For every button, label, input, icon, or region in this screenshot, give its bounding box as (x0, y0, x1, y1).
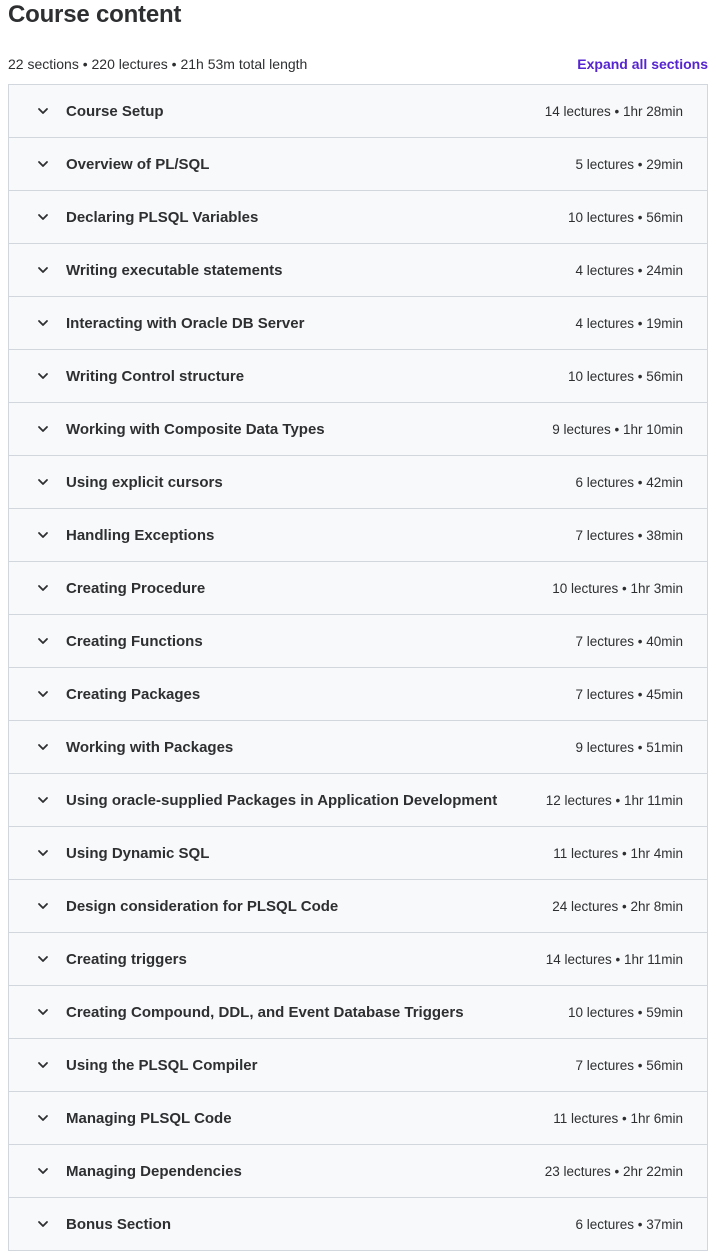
section-meta: 14 lectures • 1hr 11min (545, 951, 683, 967)
chevron-down-icon (35, 262, 51, 278)
section-title: Creating triggers (66, 950, 187, 968)
section-meta: 11 lectures • 1hr 6min (553, 1110, 683, 1126)
chevron-down-icon (35, 1163, 51, 1179)
chevron-down-icon (35, 1057, 51, 1073)
chevron-down-icon (35, 898, 51, 914)
chevron-down-icon (35, 209, 51, 225)
section-meta: 10 lectures • 59min (567, 1004, 683, 1020)
chevron-down-icon (35, 527, 51, 543)
section-row[interactable] (9, 1198, 707, 1251)
chevron-down-icon (35, 368, 51, 384)
section-title: Creating Procedure (66, 579, 206, 597)
section-row[interactable] (9, 1039, 707, 1092)
section-meta: 11 lectures • 1hr 4min (553, 845, 683, 861)
section-meta: 10 lectures • 1hr 3min (552, 580, 683, 596)
section-row[interactable] (9, 615, 707, 668)
chevron-down-icon (35, 421, 51, 437)
section-title: Using explicit cursors (66, 473, 223, 491)
section-meta: 7 lectures • 56min (575, 1057, 683, 1073)
chevron-down-icon (35, 1216, 51, 1232)
chevron-down-icon (35, 686, 51, 702)
chevron-down-icon (35, 315, 51, 331)
section-title: Writing Control structure (66, 367, 245, 385)
section-title: Interacting with Oracle DB Server (66, 314, 305, 332)
section-title: Course Setup (66, 102, 164, 120)
chevron-down-icon (35, 1004, 51, 1020)
section-title: Managing PLSQL Code (66, 1109, 232, 1127)
section-row[interactable] (9, 880, 707, 933)
section-title: Overview of PL/SQL (66, 155, 210, 173)
chevron-down-icon (35, 474, 51, 490)
chevron-down-icon (35, 156, 51, 172)
chevron-down-icon (35, 103, 51, 119)
section-meta: 9 lectures • 51min (575, 739, 683, 755)
section-row[interactable] (9, 1145, 707, 1198)
section-title: Writing executable statements (66, 261, 283, 279)
section-title: Using Dynamic SQL (66, 844, 210, 862)
section-title: Handling Exceptions (66, 526, 215, 544)
section-row[interactable] (9, 350, 707, 403)
course-summary: 22 sections • 220 lectures • 21h 53m total length (8, 56, 308, 72)
section-title: Using the PLSQL Compiler (66, 1056, 258, 1074)
section-meta: 7 lectures • 45min (575, 686, 683, 702)
section-meta: 14 lectures • 1hr 28min (544, 103, 683, 119)
section-meta: 7 lectures • 40min (575, 633, 683, 649)
section-meta: 9 lectures • 1hr 10min (552, 421, 683, 437)
section-title: Creating Functions (66, 632, 203, 650)
section-title: Declaring PLSQL Variables (66, 208, 259, 226)
section-meta: 12 lectures • 1hr 11min (545, 792, 683, 808)
section-meta: 23 lectures • 2hr 22min (544, 1163, 683, 1179)
section-meta: 10 lectures • 56min (567, 368, 683, 384)
section-meta: 7 lectures • 38min (575, 527, 683, 543)
section-title: Creating Compound, DDL, and Event Database Triggers (66, 1003, 464, 1021)
section-row[interactable] (9, 986, 707, 1039)
section-row[interactable] (9, 562, 707, 615)
section-title: Managing Dependencies (66, 1162, 242, 1180)
chevron-down-icon (35, 951, 51, 967)
section-meta: 6 lectures • 37min (575, 1216, 683, 1232)
section-row[interactable] (9, 456, 707, 509)
section-title: Working with Composite Data Types (66, 420, 325, 438)
section-row[interactable] (9, 1092, 707, 1145)
section-title: Creating Packages (66, 685, 201, 703)
page-title: Course content (8, 1, 182, 28)
section-row[interactable] (9, 827, 707, 880)
section-row[interactable] (9, 509, 707, 562)
chevron-down-icon (35, 633, 51, 649)
section-title: Working with Packages (66, 738, 234, 756)
section-title: Using oracle-supplied Packages in Application Development (66, 791, 498, 809)
section-meta: 10 lectures • 56min (567, 209, 683, 225)
section-meta: 5 lectures • 29min (575, 156, 683, 172)
section-title: Bonus Section (66, 1215, 172, 1233)
section-meta: 6 lectures • 42min (575, 474, 683, 490)
section-row[interactable] (9, 191, 707, 244)
section-row[interactable] (9, 933, 707, 986)
summary-row (8, 54, 708, 74)
expand-all-sections-button[interactable]: Expand all sections (577, 56, 708, 72)
section-row[interactable] (9, 721, 707, 774)
section-row[interactable] (9, 244, 707, 297)
chevron-down-icon (35, 739, 51, 755)
section-row[interactable] (9, 774, 707, 827)
section-row[interactable] (9, 668, 707, 721)
sections-list (8, 84, 708, 1251)
section-meta: 4 lectures • 24min (575, 262, 683, 278)
section-row[interactable] (9, 297, 707, 350)
section-meta: 24 lectures • 2hr 8min (552, 898, 683, 914)
section-meta: 4 lectures • 19min (575, 315, 683, 331)
chevron-down-icon (35, 845, 51, 861)
section-row[interactable] (9, 85, 707, 138)
section-row[interactable] (9, 138, 707, 191)
chevron-down-icon (35, 1110, 51, 1126)
section-title: Design consideration for PLSQL Code (66, 897, 339, 915)
chevron-down-icon (35, 792, 51, 808)
chevron-down-icon (35, 580, 51, 596)
section-row[interactable] (9, 403, 707, 456)
